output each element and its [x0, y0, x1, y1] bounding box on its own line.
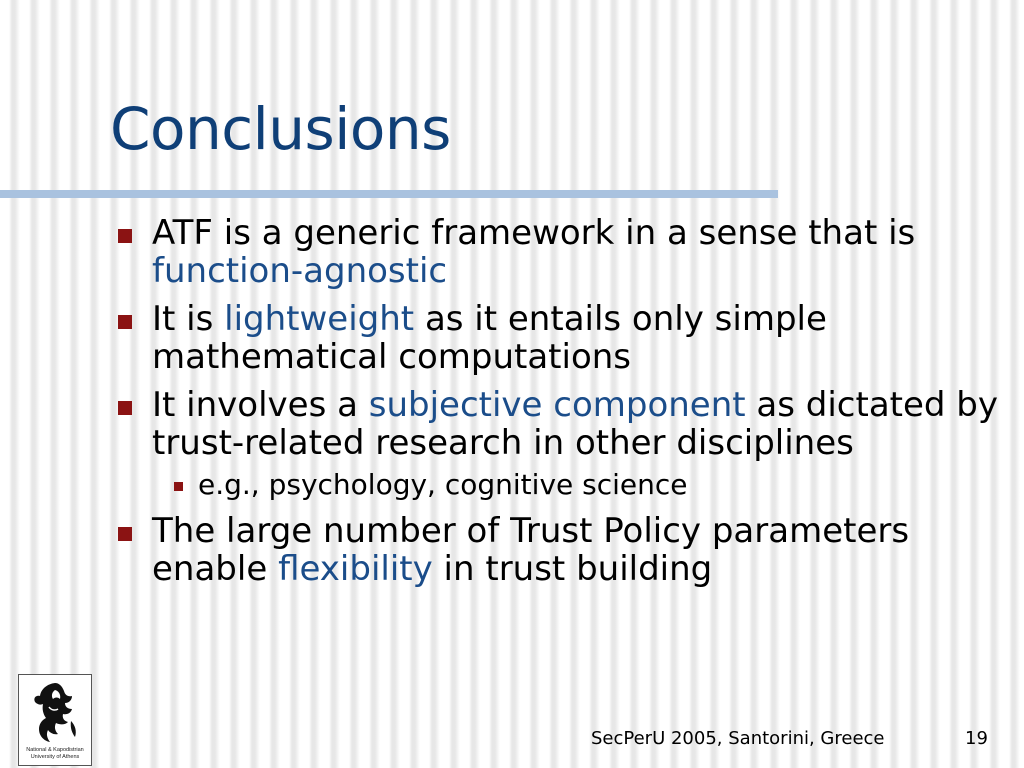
bullet-text: ATF is a generic framework in a sense that is	[152, 213, 916, 253]
athena-helmet-icon	[25, 681, 85, 745]
title-divider	[0, 190, 778, 198]
logo-caption	[19, 747, 91, 760]
logo-caption-line: University of Athens	[30, 753, 80, 760]
bullet-text: as it entails only simple mathematical computations	[152, 299, 827, 377]
slide-title: Conclusions	[110, 95, 451, 163]
university-logo	[18, 674, 92, 766]
bullet-highlight: lightweight	[224, 299, 415, 339]
bullet-item	[110, 300, 1010, 376]
square-bullet-icon	[118, 315, 132, 329]
bullet-highlight: subjective component	[368, 385, 746, 425]
bullet-highlight: function-agnostic	[152, 251, 448, 291]
bullet-item	[110, 214, 1010, 290]
footer-text: SecPerU 2005, Santorini, Greece	[591, 728, 885, 749]
bullet-text: It involves a	[152, 385, 369, 425]
sub-bullet-item	[174, 468, 1010, 502]
bullet-text: as dictated by trust-related research in other disciplines	[152, 385, 999, 463]
logo-caption-line: National & Kapodistrian	[26, 747, 84, 753]
bullet-highlight: flexibility	[278, 549, 433, 589]
bullet-item	[110, 386, 1010, 462]
bullet-list	[110, 214, 1010, 598]
bullet-text: The large number of Trust Policy parameters enable	[152, 511, 910, 589]
page-number: 19	[965, 728, 988, 749]
small-square-bullet-icon	[174, 482, 183, 491]
square-bullet-icon	[118, 527, 132, 541]
bullet-text: It is	[152, 299, 225, 339]
bullet-text: in trust building	[432, 549, 713, 589]
sub-bullet-text: e.g., psychology, cognitive science	[198, 468, 688, 501]
square-bullet-icon	[118, 229, 132, 243]
bullet-item	[110, 512, 1010, 588]
square-bullet-icon	[118, 401, 132, 415]
